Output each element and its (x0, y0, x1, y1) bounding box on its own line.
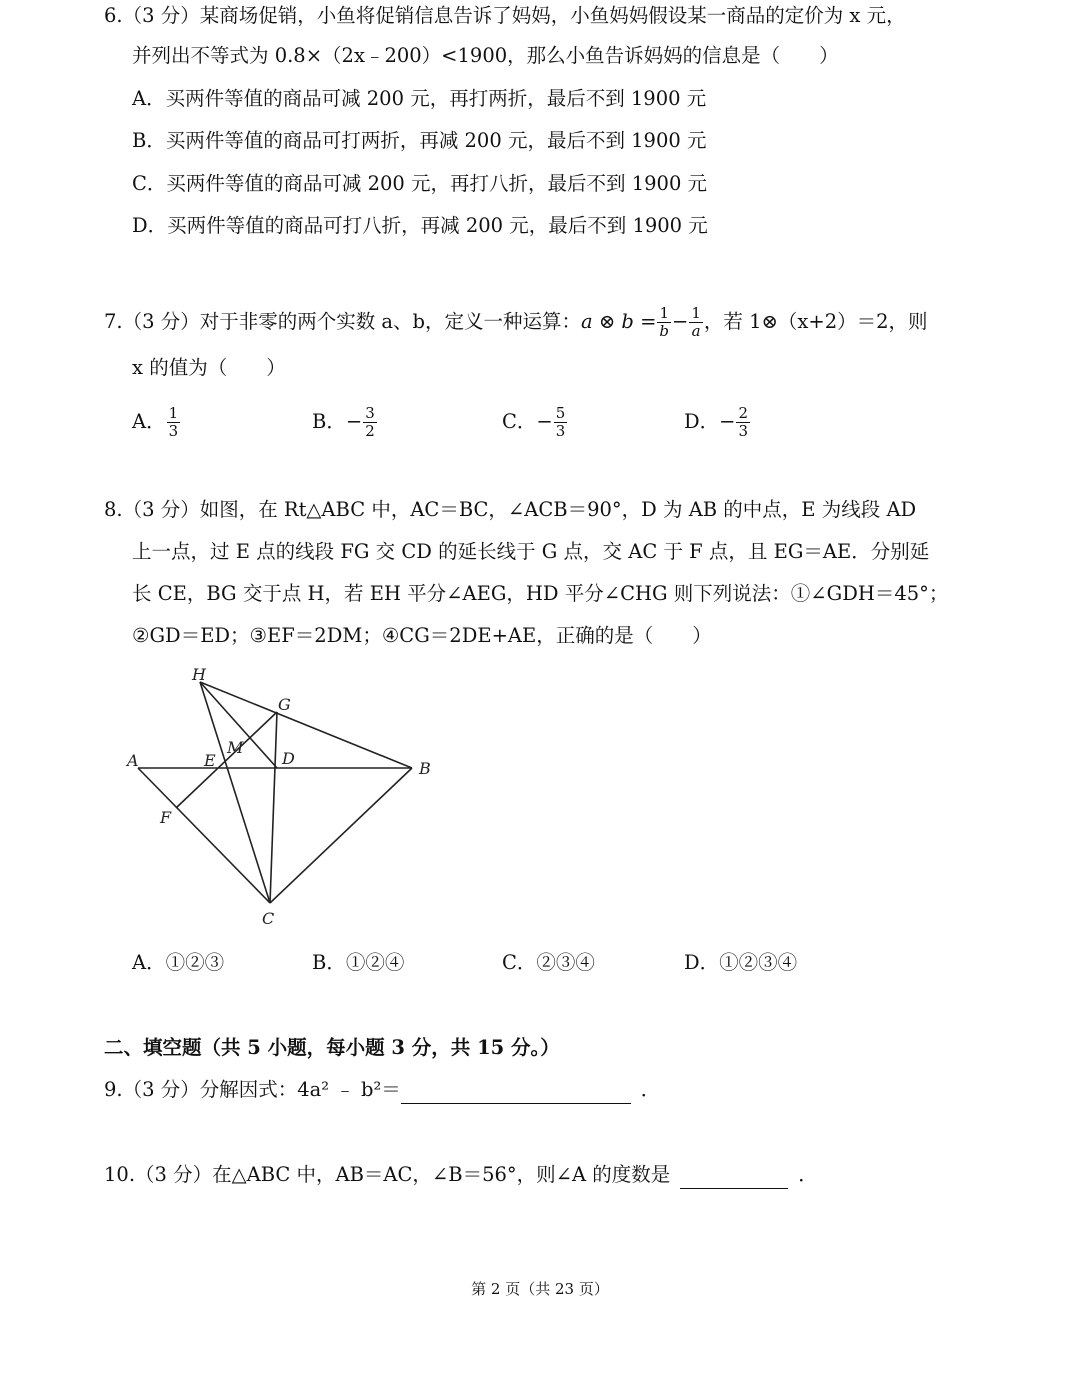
frac-num: 3 (365, 404, 375, 422)
frac-den: 3 (555, 422, 566, 440)
q7-option-b (312, 405, 378, 440)
q7-option-c (502, 405, 568, 440)
q7-option-a (132, 405, 181, 440)
label-g: G (278, 695, 291, 714)
q8-stem-line3: 长 CE，BG 交于点 H，若 EH 平分∠AEG，HD 平分∠CHG 则下列说法：①∠GDH＝45°； (132, 582, 949, 605)
q9-stem (104, 1076, 660, 1104)
q7-suffix: ，若 1⊗（x+2）＝2，则 (703, 310, 928, 333)
section2-title: 二、填空题（共 5 小题，每小题 3 分，共 15 分。） (104, 1036, 560, 1059)
frac-den: 3 (168, 422, 179, 440)
label-f: F (160, 808, 172, 827)
option-fraction (363, 405, 377, 440)
q7-frac-1-over-a (689, 305, 703, 340)
q9-suffix: ． (640, 1078, 661, 1101)
q9-prefix: 9.（3 分）分解因式：4a² ﹣ b²＝ (104, 1078, 401, 1101)
q8-option-b: B．①②④ (312, 951, 405, 974)
option-sign: − (719, 410, 736, 433)
label-e: E (204, 751, 216, 770)
option-label: D． (684, 410, 720, 433)
page-footer: 第 2 页（共 23 页） (471, 1280, 609, 1298)
segment-hc (200, 682, 270, 903)
q8-geometry-figure (120, 660, 440, 932)
q6-option-b: B．买两件等值的商品可打两折，再减 200 元，最后不到 1900 元 (132, 129, 707, 152)
q8-stem-line4: ②GD＝ED；③EF＝2DM；④CG＝2DE+AE，正确的是（ ） (132, 624, 712, 647)
frac-den: 2 (365, 422, 375, 440)
option-fraction (167, 405, 181, 440)
segment-ac (138, 768, 270, 903)
option-fraction (736, 405, 750, 440)
q7-prefix: 7.（3 分）对于非零的两个实数 a、b，定义一种运算： (104, 310, 582, 333)
q8-option-d: D．①②③④ (684, 951, 798, 974)
q6-option-a: A．买两件等值的商品可减 200 元，再打两折，最后不到 1900 元 (132, 87, 707, 110)
frac-num: 5 (555, 404, 566, 422)
q7-option-d (684, 405, 751, 440)
q10-suffix: ． (798, 1163, 818, 1186)
q10-stem (104, 1161, 818, 1189)
label-b: B (419, 759, 431, 778)
option-label: B． (312, 410, 346, 433)
q7-frac2-num: 1 (691, 304, 701, 322)
segment-gc (270, 712, 277, 903)
frac-den: 3 (738, 422, 749, 440)
q10-answer-blank[interactable] (680, 1166, 788, 1189)
q7-frac1-num: 1 (657, 305, 671, 323)
q6-stem-line1: 6.（3 分）某商场促销，小鱼将促销信息告诉了妈妈，小鱼妈妈假设某一商品的定价为 x 元， (104, 4, 906, 27)
label-d: D (282, 749, 295, 768)
segment-bc (270, 768, 412, 903)
q9-answer-blank[interactable] (401, 1081, 631, 1104)
q7-frac1-den: b (659, 322, 670, 340)
q6-option-d: D．买两件等值的商品可打八折，再减 200 元，最后不到 1900 元 (132, 214, 708, 237)
q6-option-c: C．买两件等值的商品可减 200 元，再打八折，最后不到 1900 元 (132, 172, 708, 195)
q10-prefix: 10.（3 分）在△ABC 中，AB＝AC，∠B＝56°，则∠A 的度数是 (104, 1163, 671, 1186)
q7-stem-line1 (104, 305, 928, 340)
option-fraction (554, 405, 568, 440)
label-h: H (192, 665, 206, 684)
q7-frac2-den: a (691, 322, 701, 340)
q8-stem-line2: 上一点，过 E 点的线段 FG 交 CD 的延长线于 G 点，交 AC 于 F 点，且 EG＝AE．分别延 (132, 540, 930, 563)
q8-option-c: C．②③④ (502, 951, 595, 974)
segment-gf (176, 712, 277, 808)
option-label: A． (132, 410, 166, 433)
q7-operation: a ⊗ b = (581, 310, 657, 333)
frac-num: 2 (738, 404, 749, 422)
option-label: C． (502, 410, 537, 433)
q7-stem-line2: x 的值为（ ） (132, 356, 286, 379)
label-a: A (127, 751, 139, 770)
label-c: C (262, 909, 275, 928)
label-m: M (227, 738, 244, 757)
q7-frac-1-over-b (657, 305, 671, 340)
q7-minus: − (672, 310, 689, 333)
q6-stem-line2: 并列出不等式为 0.8×（2x﹣200）<1900，那么小鱼告诉妈妈的信息是（ ） (132, 44, 839, 67)
q8-option-a: A．①②③ (132, 951, 225, 974)
option-sign: − (536, 410, 553, 433)
q8-stem-line1: 8.（3 分）如图，在 Rt△ABC 中，AC＝BC，∠ACB＝90°，D 为 AB 的中点，E 为线段 AD (104, 498, 917, 521)
frac-num: 1 (168, 404, 179, 422)
option-sign: − (345, 410, 363, 433)
